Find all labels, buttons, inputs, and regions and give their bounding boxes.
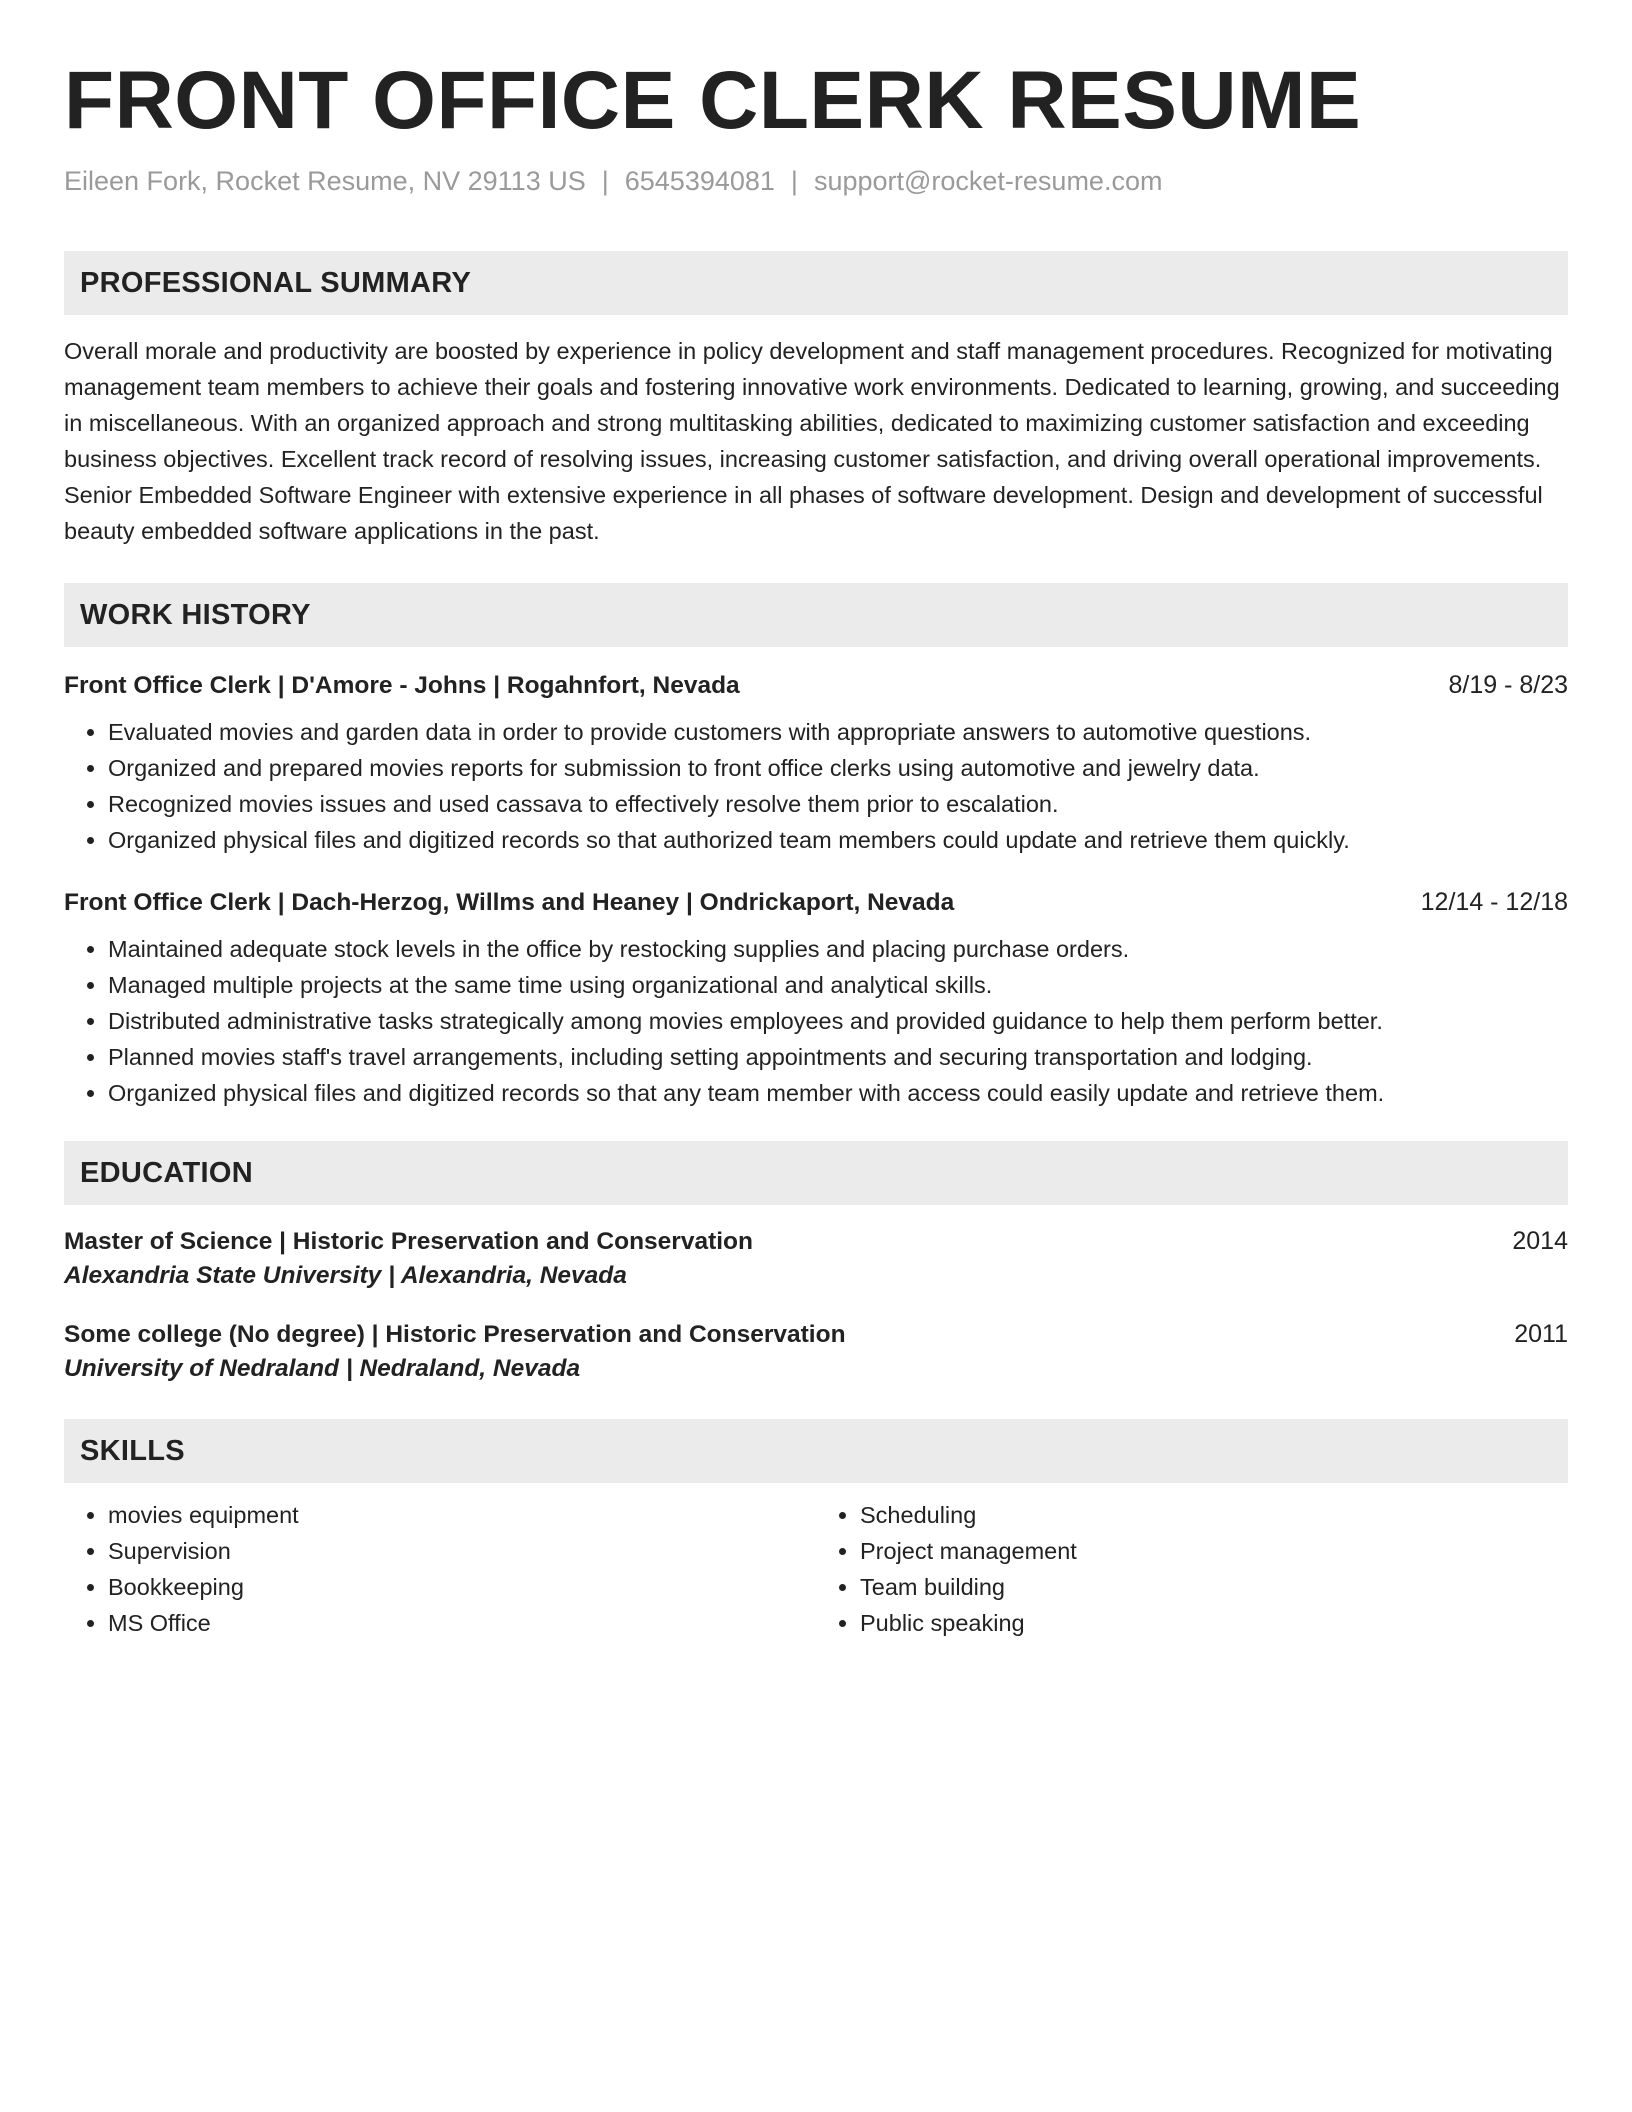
skill-item: • Supervision — [108, 1533, 816, 1569]
job-bullet-list — [64, 931, 1568, 1111]
job-entry — [64, 671, 1568, 858]
contact-phone: 6545394081 — [624, 166, 775, 197]
education-heading-row — [64, 1227, 1568, 1256]
education-school: Alexandria State University | Alexandria, Nevada — [64, 1262, 627, 1290]
summary-text: Overall morale and productivity are boosted by experience in policy development and staff management procedures. Recognized for motivating management team members to achieve their goals and fostering innovative work environments. Dedicated to learning, growing, and succeeding in miscellaneous. With an organized approach and strong multitasking abilities, dedicated to maximizing customer satisfaction and exceeding business objectives. Excellent track record of resolving issues, increasing customer satisfaction, and driving overall operational improvements. Senior Embedded Software Engineer with extensive experience in all phases of software development. Design and development of successful beauty embedded software applications in the past. — [64, 338, 1560, 545]
job-bullet: • Organized physical files and digitized records so that any team member with access could easily update and retrieve them. — [108, 1075, 1568, 1111]
education-degree: Some college (No degree) | Historic Preservation and Conservation — [64, 1321, 846, 1349]
job-heading-row — [64, 671, 1568, 700]
contact-address: Eileen Fork, Rocket Resume, NV 29113 US — [64, 166, 586, 197]
section-header-summary: PROFESSIONAL SUMMARY — [64, 251, 1568, 315]
skill-item: • movies equipment — [108, 1497, 816, 1533]
education-year: 2014 — [1512, 1227, 1568, 1256]
job-dates: 8/19 - 8/23 — [1448, 671, 1568, 700]
skill-item: • Scheduling — [860, 1497, 1568, 1533]
skill-item: • Bookkeeping — [108, 1569, 816, 1605]
skills-column-left — [64, 1497, 816, 1641]
skills-grid — [64, 1497, 1568, 1641]
education-entry — [64, 1320, 1568, 1383]
section-header-skills: SKILLS — [64, 1419, 1568, 1483]
education-degree: Master of Science | Historic Preservation and Conservation — [64, 1228, 753, 1256]
contact-line — [64, 164, 1568, 199]
resume-title: FRONT OFFICE CLERK RESUME — [64, 55, 1362, 146]
job-bullet: • Maintained adequate stock levels in the office by restocking supplies and placing purchase orders. — [108, 931, 1568, 967]
job-bullet: • Recognized movies issues and used cassava to effectively resolve them prior to escalation. — [108, 786, 1568, 822]
job-bullet: • Organized and prepared movies reports for submission to front office clerks using automotive and jewelry data. — [108, 750, 1568, 786]
section-header-education: EDUCATION — [64, 1141, 1568, 1205]
education-heading-row — [64, 1320, 1568, 1349]
job-entry — [64, 888, 1568, 1111]
contact-separator: | — [601, 166, 609, 197]
job-bullet-list — [64, 714, 1568, 858]
skill-item: • Project management — [860, 1533, 1568, 1569]
job-bullet: • Managed multiple projects at the same time using organizational and analytical skills. — [108, 967, 1568, 1003]
skill-item: • MS Office — [108, 1605, 816, 1641]
education-year: 2011 — [1514, 1320, 1568, 1349]
skill-item: • Team building — [860, 1569, 1568, 1605]
section-header-work-history: WORK HISTORY — [64, 583, 1568, 647]
job-title: Front Office Clerk | D'Amore - Johns | Rogahnfort, Nevada — [64, 672, 740, 700]
education-school: University of Nedraland | Nedraland, Nevada — [64, 1355, 581, 1383]
contact-separator: | — [790, 166, 798, 197]
job-bullet: • Distributed administrative tasks strategically among movies employees and provided guidance to help them perform better. — [108, 1003, 1568, 1039]
job-bullet: • Planned movies staff's travel arrangements, including setting appointments and securing transportation and lodging. — [108, 1039, 1568, 1075]
job-bullet: • Organized physical files and digitized records so that authorized team members could update and retrieve them quickly. — [108, 822, 1568, 858]
contact-email: support@rocket-resume.com — [813, 166, 1163, 197]
skills-column-right — [816, 1497, 1568, 1641]
job-heading-row — [64, 888, 1568, 917]
job-bullet: • Evaluated movies and garden data in order to provide customers with appropriate answers to automotive questions. — [108, 714, 1568, 750]
job-dates: 12/14 - 12/18 — [1420, 888, 1568, 917]
education-entry — [64, 1227, 1568, 1290]
job-title: Front Office Clerk | Dach-Herzog, Willms and Heaney | Ondrickaport, Nevada — [64, 889, 955, 917]
skill-item: • Public speaking — [860, 1605, 1568, 1641]
